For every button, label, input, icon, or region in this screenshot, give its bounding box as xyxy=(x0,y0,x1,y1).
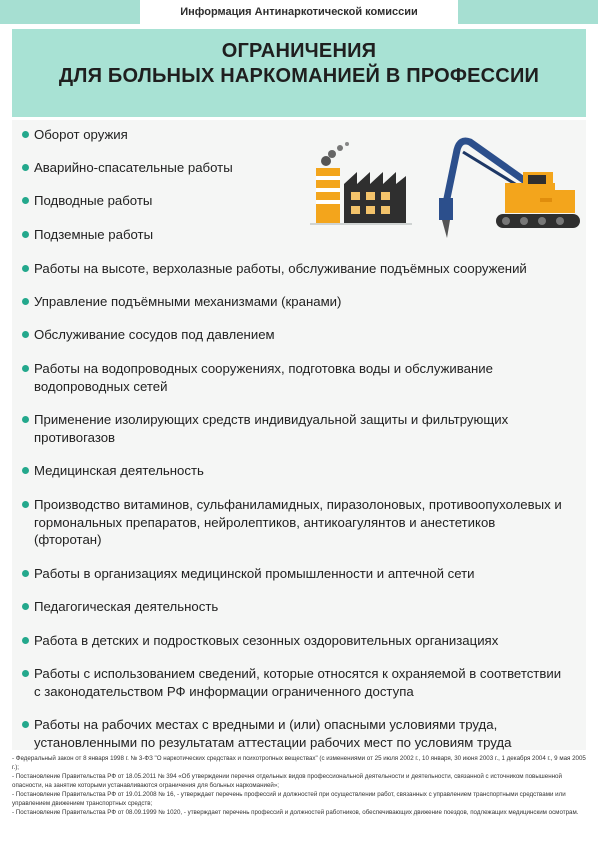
bullet-dot-icon xyxy=(22,131,29,138)
top-banner xyxy=(0,0,598,24)
list-item: Применение изолирующих средств индивидуальной защиты и фильтрующих противогазов xyxy=(22,411,562,446)
commission-label: Информация Антинаркотической комиссии xyxy=(180,6,418,18)
excavator-icon xyxy=(439,141,580,238)
list-item: Работы на рабочих местах с вредными и (или) опасными условиями труда, установленными по результатам аттестации рабочих мест по условиям труда xyxy=(22,716,562,751)
list-item: Работы на высоте, верхолазные работы, обслуживание подъёмных сооружений xyxy=(22,260,562,278)
list-item: Медицинская деятельность xyxy=(22,462,562,480)
bullet-dot-icon xyxy=(22,670,29,677)
bullet-dot-icon xyxy=(22,197,29,204)
bullet-dot-icon xyxy=(22,501,29,508)
bullet-dot-icon xyxy=(22,231,29,238)
bullet-dot-icon xyxy=(22,603,29,610)
bullet-dot-icon xyxy=(22,365,29,372)
page-title xyxy=(12,39,586,89)
bullet-dot-icon xyxy=(22,298,29,305)
footnote-item: - Федеральный закон от 8 января 1998 г. № 3-ФЗ "О наркотических средствах и психотропных веществах" (с изменениями от 25 июля 2002 г., 10 января, 30 июня 2003 г., 1 декабря 2004 г., 9 мая 2005 г.); xyxy=(12,755,586,771)
list-item: Подземные работы xyxy=(22,226,562,244)
list-item: Работы в организациях медицинской промышленности и аптечной сети xyxy=(22,565,562,583)
footnote-item: - Постановление Правительства РФ от 19.01.2008 № 16, - утверждает перечень профессий и должностей при осуществлении работ, связанных с управлением транспортными средствами или управлением движением транспортных средств; xyxy=(12,791,566,807)
footnote-item: - Постановление Правительства РФ от 18.05.2011 № 394 «Об утверждении перечня отдельных видов профессиональной деятельности и деятельности, связанной с источником повышенной опасности, на занятие которыми устанавливаются ограничения для больных наркоманией»; xyxy=(12,773,562,789)
list-item: Обслуживание сосудов под давлением xyxy=(22,326,562,344)
bullet-dot-icon xyxy=(22,721,29,728)
list-item: Работы с использованием сведений, которые относятся к охраняемой в соответствии с законодательством РФ информации ограниченного доступа xyxy=(22,665,562,700)
title-line-2: ДЛЯ БОЛЬНЫХ НАРКОМАНИЕЙ В ПРОФЕССИИ xyxy=(58,65,540,87)
title-line-1: ОГРАНИЧЕНИЯ xyxy=(221,40,377,62)
bullet-dot-icon xyxy=(22,637,29,644)
list-item: Подводные работы xyxy=(22,192,562,210)
bullet-dot-icon xyxy=(22,416,29,423)
list-item: Оборот оружия xyxy=(22,126,562,144)
bullet-dot-icon xyxy=(22,331,29,338)
list-item: Работа в детских и подростковых сезонных оздоровительных организациях xyxy=(22,632,562,650)
bullet-dot-icon xyxy=(22,164,29,171)
bullet-dot-icon xyxy=(22,265,29,272)
list-item: Управление подъёмными механизмами (кранами) xyxy=(22,293,562,311)
footnote-item: - Постановление Правительства РФ от 08.09.1999 № 1020, - утверждает перечень профессий и должностей работников, обеспечивающих движение поездов, подлежащих медицинским осмотрам. xyxy=(12,809,579,816)
bullet-dot-icon xyxy=(22,467,29,474)
title-block xyxy=(12,29,586,117)
bullet-dot-icon xyxy=(22,570,29,577)
list-item: Аварийно-спасательные работы xyxy=(22,159,562,177)
list-item: Производство витаминов, сульфаниламидных, пиразолоновых, противоопухолевых и гормональных препаратов, нейролептиков, антикоагулянтов и анестетиков (фторотан) xyxy=(22,496,562,549)
factory-icon xyxy=(310,142,412,225)
list-item: Педагогическая деятельность xyxy=(22,598,562,616)
list-item: Работы на водопроводных сооружениях, подготовка воды и обслуживание водопроводных сетей xyxy=(22,360,562,395)
footnotes xyxy=(12,754,586,817)
